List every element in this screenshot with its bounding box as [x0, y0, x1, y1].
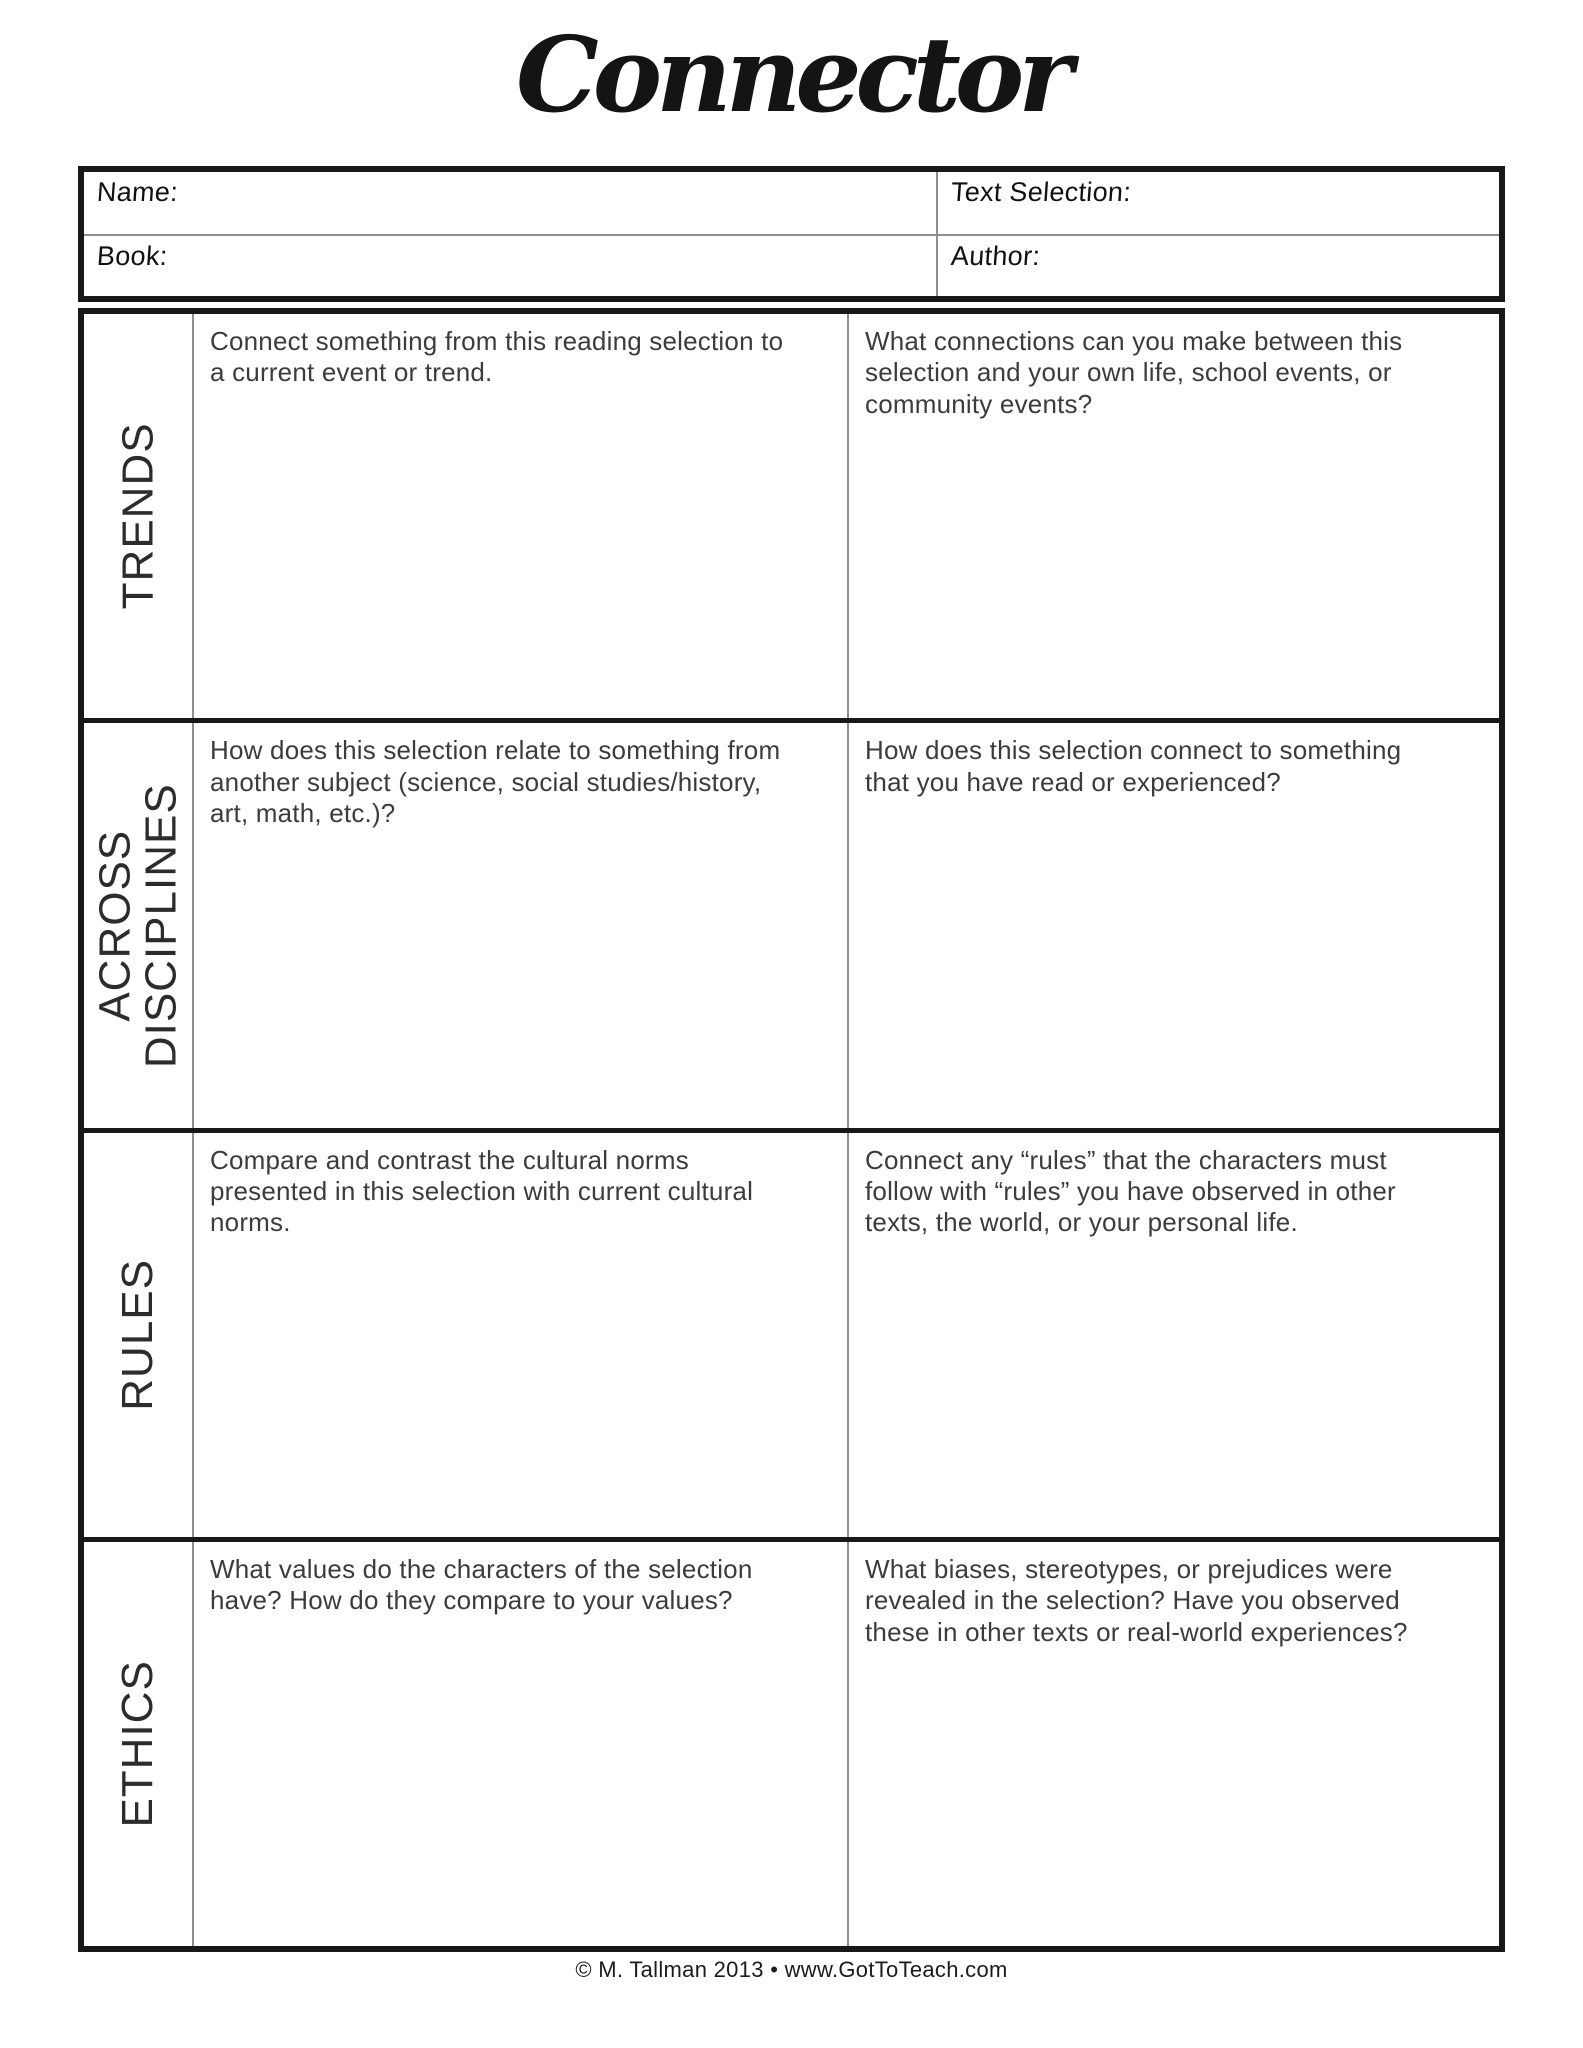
name-label: Name: — [95, 177, 180, 207]
table-row-rules — [84, 1128, 1499, 1537]
author-field[interactable] — [936, 234, 1499, 296]
rules-right-cell — [847, 1133, 1499, 1537]
book-label: Book: — [95, 241, 169, 271]
page-title: Connector — [515, 13, 1068, 136]
answer-area[interactable] — [865, 798, 1485, 1127]
ethics-left-cell — [192, 1542, 847, 1946]
answer-area[interactable] — [865, 1648, 1485, 1946]
answer-area[interactable] — [865, 420, 1485, 718]
row-label-cell — [84, 1133, 192, 1537]
row-label-ethics: ETHICS — [113, 1660, 163, 1828]
table-row-trends — [84, 314, 1499, 718]
row-label-trends: TRENDS — [113, 422, 163, 610]
prompt-text: What biases, stereotypes, or prejudices were revealed in the selection? Have you observed these in other texts or real-world experiences? — [865, 1553, 1408, 1647]
answer-area[interactable] — [210, 389, 833, 718]
prompt-text: Connect any “rules” that the characters must follow with “rules” you have observed in other texts, the world, or your personal life. — [865, 1144, 1396, 1238]
prompt-text: How does this selection connect to something that you have read or experienced? — [865, 735, 1402, 797]
row-label-cell — [84, 314, 192, 718]
prompt-text: Compare and contrast the cultural norms presented in this selection with current cultural norms. — [210, 1144, 754, 1238]
row-label-cell — [84, 1542, 192, 1946]
answer-area[interactable] — [210, 830, 833, 1128]
prompt-text: What values do the characters of the selection have? How do they compare to your values? — [210, 1553, 753, 1616]
copyright-credit: © M. Tallman 2013 • www.GotToTeach.com — [575, 1957, 1008, 1982]
across-disciplines-right-cell — [847, 723, 1499, 1127]
prompt-text: How does this selection relate to something from another subject (science, social studies/history, art, math, etc.)? — [210, 735, 781, 829]
row-label-across-disciplines: ACROSS DISCIPLINES — [90, 782, 186, 1068]
prompt-table — [78, 308, 1505, 1952]
header-info-table — [78, 166, 1505, 302]
answer-area[interactable] — [210, 1239, 833, 1537]
name-field[interactable] — [84, 172, 936, 234]
trends-left-cell — [192, 314, 847, 718]
table-row-across-disciplines — [84, 718, 1499, 1127]
book-field[interactable] — [84, 234, 936, 296]
author-label: Author: — [949, 241, 1042, 271]
table-row-ethics — [84, 1537, 1499, 1946]
across-disciplines-left-cell — [192, 723, 847, 1127]
answer-area[interactable] — [865, 1239, 1485, 1537]
row-label-rules: RULES — [113, 1258, 163, 1411]
answer-area[interactable] — [210, 1617, 833, 1946]
text-selection-field[interactable] — [936, 172, 1499, 234]
trends-right-cell — [847, 314, 1499, 718]
row-label-cell — [84, 723, 192, 1127]
text-selection-label: Text Selection: — [949, 177, 1133, 207]
prompt-text: What connections can you make between this selection and your own life, school events, or community events? — [865, 326, 1403, 419]
ethics-right-cell — [847, 1542, 1499, 1946]
prompt-text: Connect something from this reading selection to a current event or trend. — [210, 326, 784, 388]
rules-left-cell — [192, 1133, 847, 1537]
